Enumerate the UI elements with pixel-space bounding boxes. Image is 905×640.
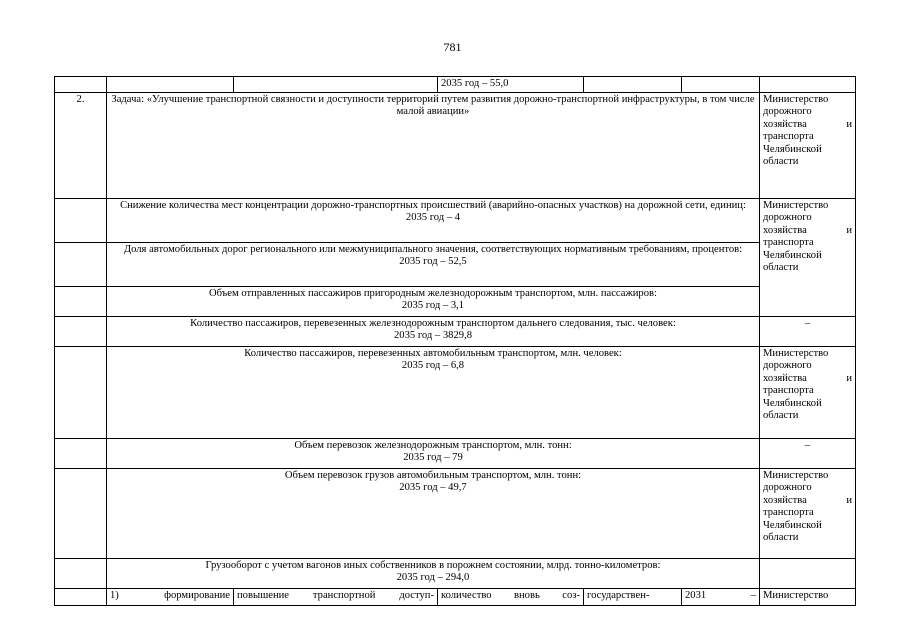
table-row — [55, 77, 856, 93]
indicator-cell: Снижение количества мест концентрации дорожно-транспортных происшествий (аварийно-опасных участков) на дорожной сети, единиц: 2035 год – 4 — [107, 199, 760, 243]
page-number: 781 — [443, 40, 462, 54]
indicator-row — [55, 347, 856, 439]
indicator-cell: Объем перевозок железнодорожным транспортом, млн. тонн: 2035 год – 79 — [107, 439, 760, 469]
indicator-cell: Объем перевозок грузов автомобильным транспортом, млн. тонн: 2035 год – 49,7 — [107, 469, 760, 559]
indicator-cell: Доля автомобильных дорог регионального или межмуниципального значения, соответствующих нормативным требованиям, процентов: 2035 год – 52,5 — [107, 243, 760, 287]
table-row — [55, 589, 856, 606]
indicator-cell: Грузооборот с учетом вагонов иных собственников в порожнем состоянии, млрд. тонно-километров: 2035 год – 294,0 — [107, 559, 760, 589]
responsible-ministry: Министерство — [760, 589, 856, 606]
indicator-cell: Количество пассажиров, перевезенных железнодорожным транспортом дальнего следования, тыс. человек: 2035 год – 3829,8 — [107, 317, 760, 347]
indicator-name-cell: количество вновь соз- — [438, 589, 584, 606]
indicator-row — [55, 559, 856, 589]
indicator-value: 2035 год – 55,0 — [438, 77, 584, 93]
responsible-ministry: Министерство дорожного хозяйства и транспорта Челябинской области — [760, 347, 856, 439]
program-table — [54, 76, 856, 606]
responsible-ministry: Министерство дорожного хозяйства и транспорта Челябинской области — [760, 199, 856, 317]
indicator-row — [55, 317, 856, 347]
indicator-row — [55, 469, 856, 559]
task-row — [55, 93, 856, 199]
row-number: 2. — [55, 93, 107, 199]
indicator-cell: Объем отправленных пассажиров пригородным железнодорожным транспортом, млн. пассажиров: 2035 год – 3,1 — [107, 287, 760, 317]
responsible-ministry: Министерство дорожного хозяйства и транспорта Челябинской области — [760, 93, 856, 199]
indicator-cell: Количество пассажиров, перевезенных автомобильным транспортом, млн. человек: 2035 год – 6,8 — [107, 347, 760, 439]
responsible-ministry: Министерство дорожного хозяйства и транспорта Челябинской области — [760, 469, 856, 559]
indicator-row — [55, 199, 856, 243]
responsible-dash: – — [760, 439, 856, 469]
task-text: Задача: «Улучшение транспортной связности и доступности территорий путем развития дорожно-транспортной инфраструктуры, в том числе малой авиации» — [107, 93, 760, 199]
program-cell: государствен- — [584, 589, 682, 606]
result-cell: повышение транспортной доступ- — [234, 589, 438, 606]
indicator-row — [55, 243, 856, 287]
responsible-dash: – — [760, 317, 856, 347]
indicator-row — [55, 439, 856, 469]
activity-cell: 1) формирование — [107, 589, 234, 606]
period-cell: 2031 – — [682, 589, 760, 606]
indicator-row — [55, 287, 856, 317]
